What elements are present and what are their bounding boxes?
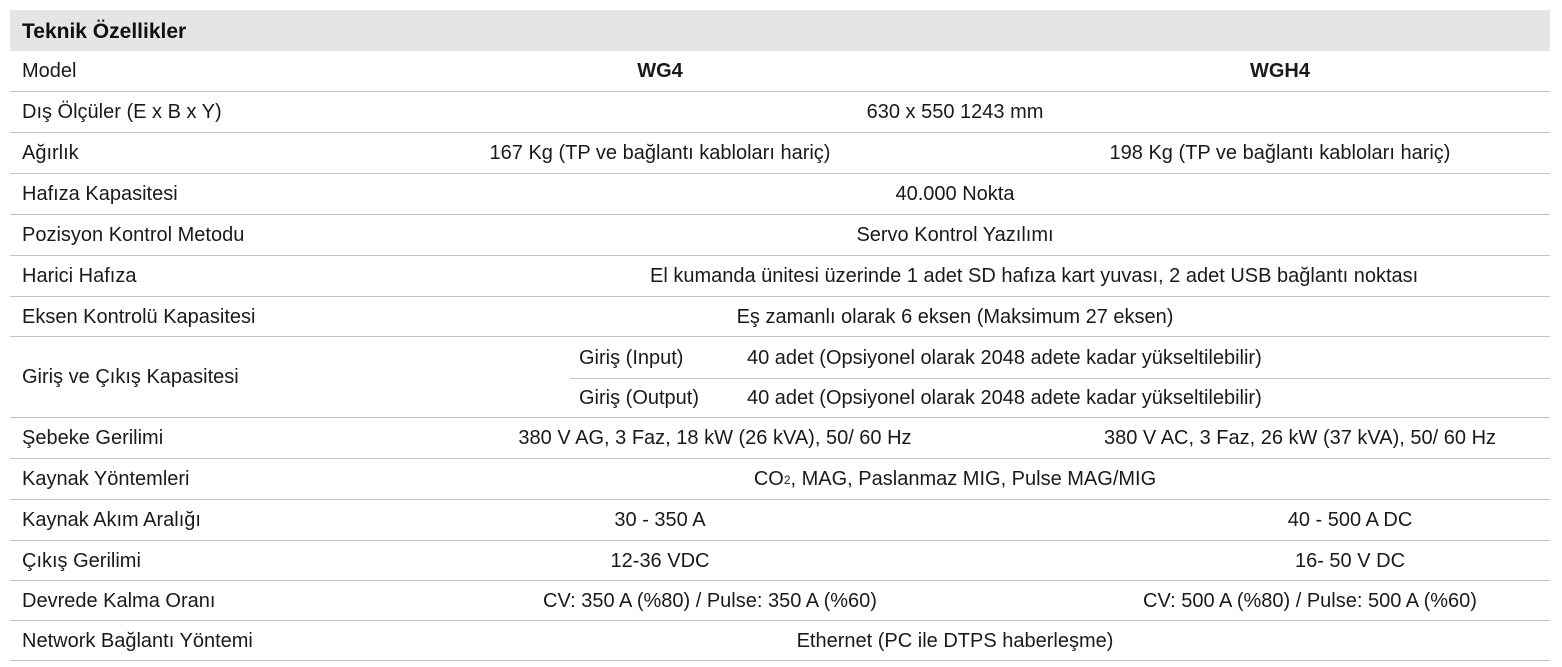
model-2-value: 16- 50 V DC (1294, 549, 1406, 572)
table-row-network (10, 622, 1550, 661)
model-1-value: 167 Kg (TP ve bağlantı kabloları hariç) (489, 142, 831, 164)
row-value: Servo Kontrol Yazılımı (856, 224, 1054, 246)
table-row-model (10, 51, 1550, 92)
row-value: 40.000 Nokta (895, 183, 1015, 205)
table-row-external-memory (10, 257, 1550, 297)
io-input-label: Giriş (Input) (579, 346, 684, 369)
row-label: Network Bağlantı Yöntemi (22, 629, 253, 652)
io-input-value: 40 adet (Opsiyonel olarak 2048 adete kadar yükseltilebilir) (747, 346, 1262, 369)
row-label: Şebeke Gerilimi (22, 427, 164, 449)
row-label: Model (22, 59, 77, 82)
table-row-output-voltage (10, 542, 1550, 581)
row-label: Çıkış Gerilimi (22, 549, 141, 572)
model-2-value: CV: 500 A (%80) / Pulse: 500 A (%60) (1143, 589, 1477, 612)
model-2-header: WGH4 (1250, 59, 1310, 82)
model-2-value: 40 - 500 A DC (1287, 509, 1413, 531)
row-value: Ethernet (PC ile DTPS haberleşme) (796, 629, 1114, 652)
row-label: Dış Ölçüler (E x B x Y) (22, 101, 222, 123)
row-label: Giriş ve Çıkış Kapasitesi (22, 366, 239, 388)
row-label: Harici Hafıza (22, 265, 137, 287)
table-row-memory (10, 175, 1550, 215)
co2-subscript: 2 (783, 472, 791, 487)
model-2-value: 198 Kg (TP ve bağlantı kabloları hariç) (1109, 142, 1451, 164)
table-row-axis-control (10, 298, 1550, 337)
row-label: Ağırlık (22, 142, 79, 164)
model-1-value: 30 - 350 A (614, 509, 706, 531)
io-output-value: 40 adet (Opsiyonel olarak 2048 adete kadar yükseltilebilir) (747, 386, 1262, 409)
row-label: Pozisyon Kontrol Metodu (22, 224, 245, 246)
table-row-position-control (10, 216, 1550, 256)
io-output-label: Giriş (Output) (579, 386, 700, 409)
row-value (360, 460, 1550, 499)
row-value: El kumanda ünitesi üzerinde 1 adet SD hafıza kart yuvası, 2 adet USB bağlantı noktası (650, 265, 1419, 287)
row-label: Kaynak Akım Aralığı (22, 509, 201, 531)
model-1-value: 380 V AG, 3 Faz, 18 kW (26 kVA), 50/ 60 Hz (518, 427, 912, 449)
table-row-io-capacity (10, 338, 1550, 418)
row-label: Devrede Kalma Oranı (22, 589, 216, 612)
row-label: Kaynak Yöntemleri (22, 468, 190, 490)
table-row-duty-cycle (10, 582, 1550, 621)
row-label: Eksen Kontrolü Kapasitesi (22, 305, 256, 328)
model-1-value: 12-36 VDC (610, 549, 710, 572)
model-2-value: 380 V AC, 3 Faz, 26 kW (37 kVA), 50/ 60 Hz (1103, 427, 1497, 449)
table-title: Teknik Özellikler (10, 10, 1550, 51)
welding-methods-rest: , MAG, Paslanmaz MIG, Pulse MAG/MIG (790, 468, 1157, 490)
table-row-weight (10, 134, 1550, 174)
table-row-welding-methods (10, 460, 1550, 500)
row-value: 630 x 550 1243 mm (866, 101, 1044, 123)
model-1-header: WG4 (637, 59, 683, 82)
model-1-value: CV: 350 A (%80) / Pulse: 350 A (%60) (543, 589, 877, 612)
row-value: Eş zamanlı olarak 6 eksen (Maksimum 27 eksen) (736, 305, 1174, 328)
table-row-dimensions (10, 93, 1550, 133)
table-row-mains-voltage (10, 419, 1550, 459)
co2-text: CO (753, 468, 784, 490)
table-row-current-range (10, 501, 1550, 541)
row-label: Hafıza Kapasitesi (22, 183, 178, 205)
